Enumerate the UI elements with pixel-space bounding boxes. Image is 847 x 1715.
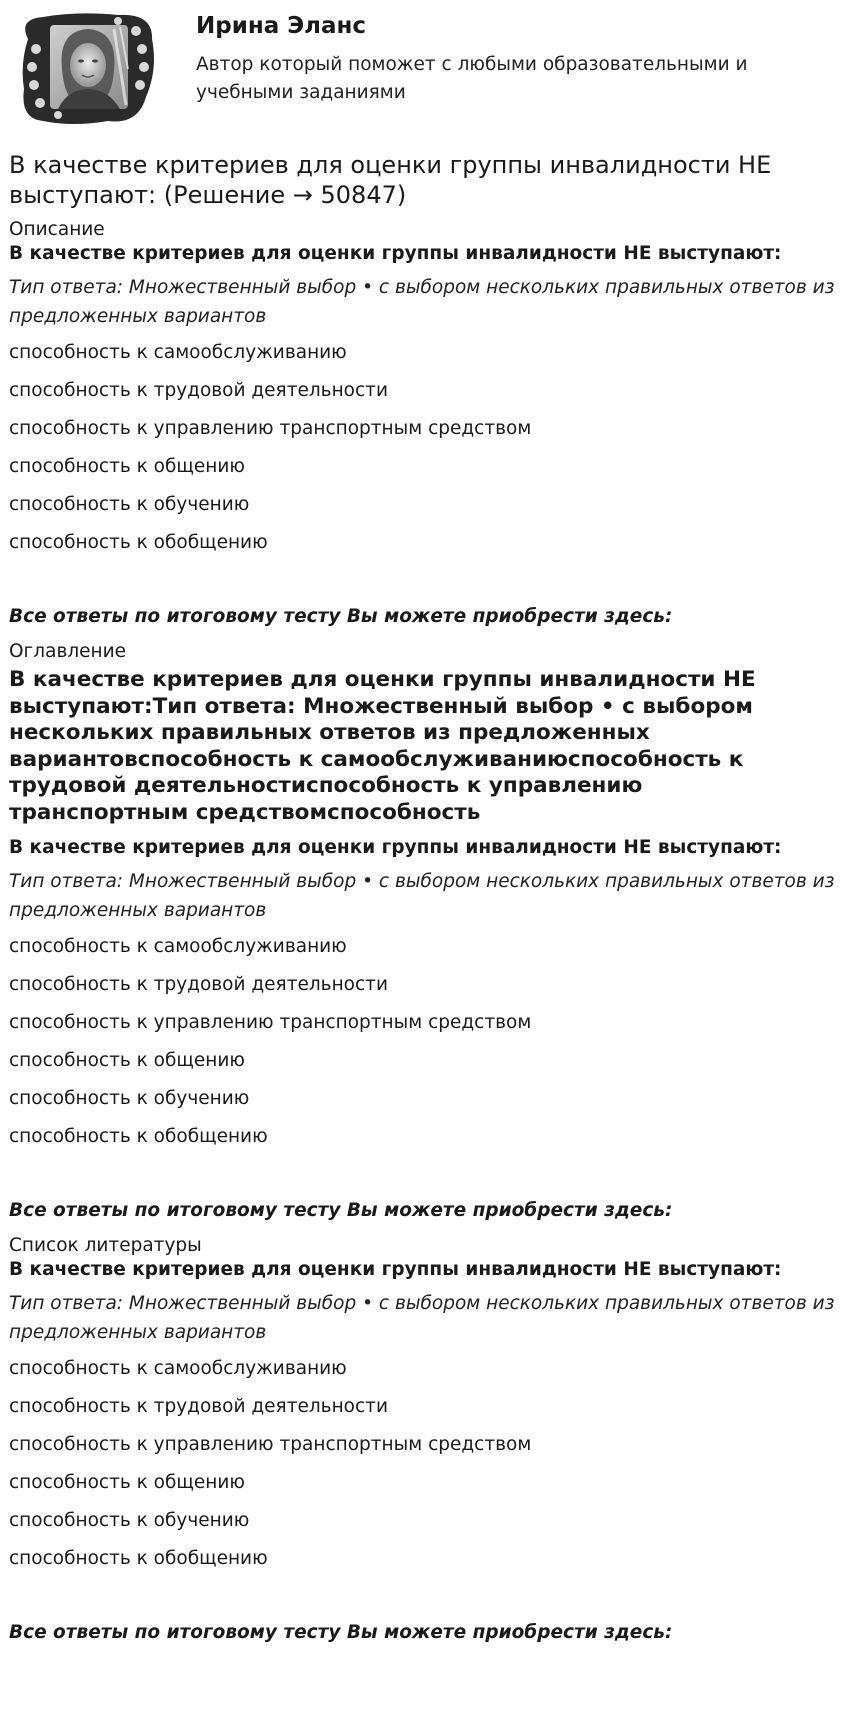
buy-note: Все ответы по итоговому тесту Вы можете приобрести здесь: <box>9 1200 673 1221</box>
option-item: способность к обобщению <box>9 1548 268 1569</box>
option-item: способность к обучению <box>9 1088 250 1109</box>
author-description: Автор который поможет с любыми образовательными и учебными заданиями <box>196 54 748 103</box>
question-heading: В качестве критериев для оценки группы инвалидности НЕ выступают: <box>9 1259 782 1280</box>
question-type: Тип ответа: Множественный выбор • с выбором нескольких правильных ответов из предложенных вариантов <box>9 1293 835 1343</box>
option-item: способность к управлению транспортным средством <box>9 1012 532 1033</box>
option-item: способность к самообслуживанию <box>9 1358 347 1379</box>
option-item: способность к общению <box>9 1472 245 1493</box>
buy-note: Все ответы по итоговому тесту Вы можете приобрести здесь: <box>9 1622 673 1643</box>
bibliography-label: Список литературы <box>9 1235 202 1256</box>
option-item: способность к самообслуживанию <box>9 342 347 363</box>
toc-label: Оглавление <box>9 641 127 662</box>
buy-note: Все ответы по итоговому тесту Вы можете приобрести здесь: <box>9 606 673 627</box>
options-list <box>9 341 839 555</box>
option-item: способность к обучению <box>9 1510 250 1531</box>
description-label: Описание <box>9 219 105 240</box>
option-item: способность к трудовой деятельности <box>9 1396 388 1417</box>
option-item: способность к самообслуживанию <box>9 936 347 957</box>
question-heading: В качестве критериев для оценки группы инвалидности НЕ выступают: <box>9 243 782 264</box>
question-heading: В качестве критериев для оценки группы инвалидности НЕ выступают: <box>9 837 782 858</box>
option-item: способность к трудовой деятельности <box>9 974 388 995</box>
option-item: способность к обобщению <box>9 1126 268 1147</box>
options-list <box>9 1357 839 1571</box>
author-name[interactable]: Ирина Эланс <box>196 13 367 39</box>
option-item: способность к обучению <box>9 494 250 515</box>
options-list <box>9 935 839 1149</box>
author-avatar[interactable] <box>18 9 158 127</box>
option-item: способность к управлению транспортным средством <box>9 1434 532 1455</box>
option-item: способность к общению <box>9 456 245 477</box>
toc-heading: В качестве критериев для оценки группы инвалидности НЕ выступают:Тип ответа: Множественный выбор • с выбором нескольких правильных ответов из предложенных вариантовспособность к самообслуживаниюспособность к трудовой деятельностиспособность к управлению транспортным средствомспособность <box>9 667 756 825</box>
option-item: способность к управлению транспортным средством <box>9 418 532 439</box>
option-item: способность к общению <box>9 1050 245 1071</box>
option-item: способность к трудовой деятельности <box>9 380 388 401</box>
question-type: Тип ответа: Множественный выбор • с выбором нескольких правильных ответов из предложенных вариантов <box>9 871 835 921</box>
option-item: способность к обобщению <box>9 532 268 553</box>
page-title: В качестве критериев для оценки группы инвалидности НЕ выступают: (Решение → 50847) <box>9 151 772 209</box>
question-type: Тип ответа: Множественный выбор • с выбором нескольких правильных ответов из предложенных вариантов <box>9 277 835 327</box>
author-block <box>9 0 839 140</box>
